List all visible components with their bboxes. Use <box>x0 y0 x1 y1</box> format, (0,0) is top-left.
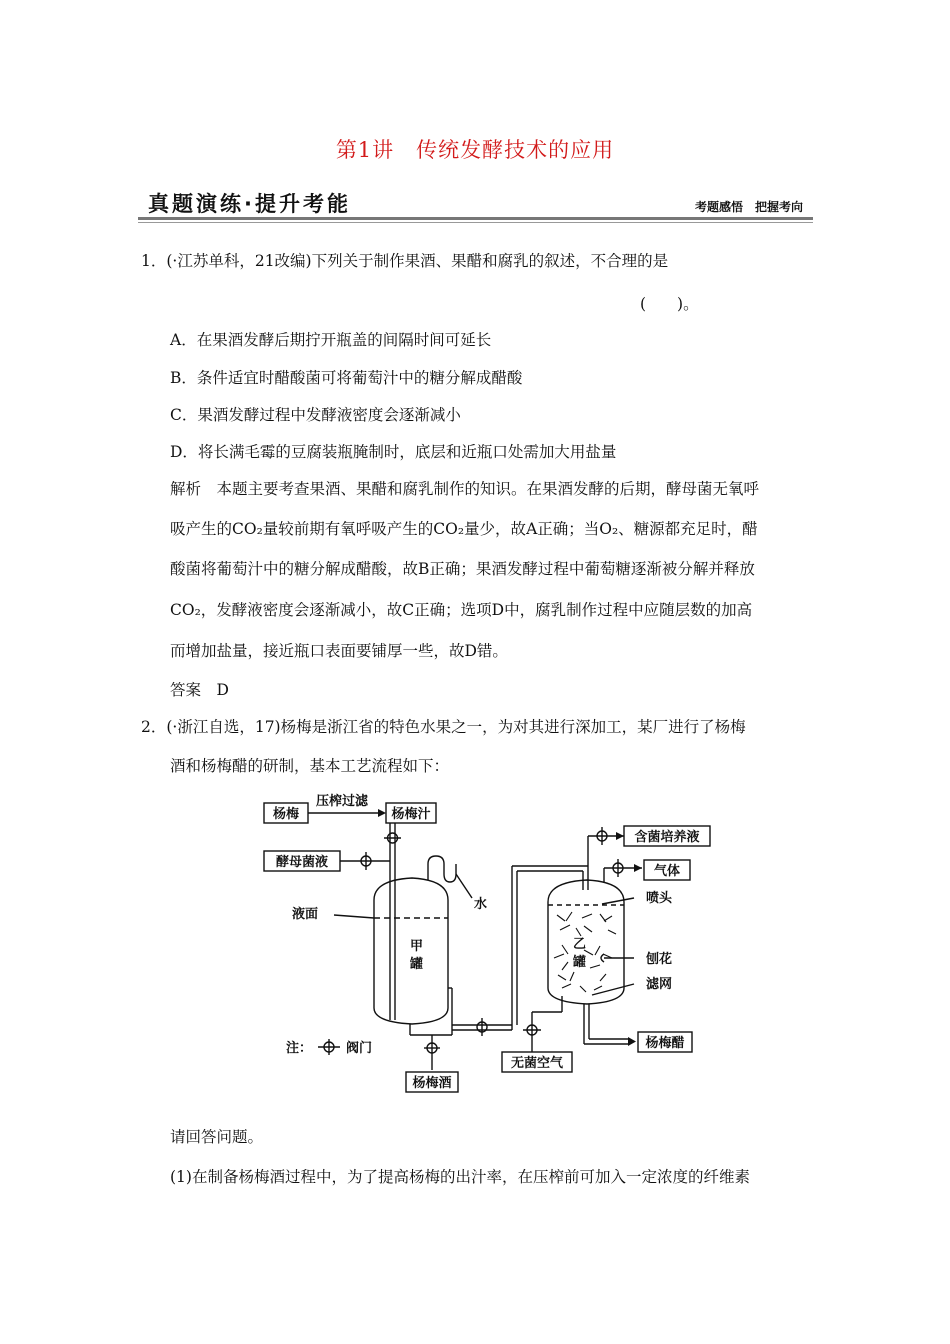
culture-label: 含菌培养液 <box>634 830 700 845</box>
question-1-blank: ( )。 <box>640 295 699 313</box>
note-prefix: 注： <box>286 1041 313 1056</box>
wine-label: 杨梅酒 <box>412 1076 452 1091</box>
banner-subheading: 考题感悟 把握考向 <box>694 200 803 214</box>
banner-rule <box>138 217 813 220</box>
arrow-head <box>616 832 624 840</box>
section-banner <box>138 188 813 220</box>
shavings-label: 刨花 <box>646 952 673 967</box>
question-2-prompt: 请回答问题。 <box>170 1128 264 1146</box>
water-label: 水 <box>474 897 488 912</box>
tank-a-label-2: 罐 <box>410 957 424 972</box>
liquid-surface-label: 液面 <box>292 907 319 922</box>
yeast-label: 酵母菌液 <box>275 855 329 870</box>
analysis-line: 而增加盐量，接近瓶口表面要铺厚一些，故D错。 <box>170 642 508 660</box>
press-filter-label: 压榨过滤 <box>315 794 369 809</box>
question-1-stem: 1．(·江苏单科，21改编)下列关于制作果酒、果醋和腐乳的叙述，不合理的是 <box>141 252 669 270</box>
note-valve-label: 阀门 <box>346 1041 373 1056</box>
tank-a-label-1: 甲 <box>410 939 424 954</box>
option-c: C．果酒发酵过程中发酵液密度会逐渐减小 <box>170 406 461 424</box>
nozzle-label: 喷头 <box>646 891 673 906</box>
question-2-sub1: (1)在制备杨梅酒过程中，为了提高杨梅的出汁率，在压榨前可加入一定浓度的纤维素 <box>170 1168 750 1186</box>
leader-line <box>602 898 634 904</box>
analysis-line: CO₂，发酵液密度会逐渐减小，故C正确；选项D中，腐乳制作过程中应随层数的加高 <box>170 601 753 619</box>
arrow-head <box>628 1037 636 1046</box>
vinegar-label: 杨梅醋 <box>645 1036 685 1051</box>
analysis-line: 吸产生的CO₂量较前期有氧呼吸产生的CO₂量少，故A正确；当O₂、糖源都充足时，醋 <box>170 520 758 538</box>
answer-line: 答案 D <box>170 681 229 699</box>
leader-line <box>456 874 472 898</box>
sterile-air-label: 无菌空气 <box>510 1056 564 1071</box>
option-a: A．在果酒发酵后期拧开瓶盖的间隔时间可延长 <box>170 331 492 349</box>
yangmei-label: 杨梅 <box>272 807 300 822</box>
banner-heading: 真题演练·提升考能 <box>148 192 351 216</box>
water-trap <box>428 856 456 882</box>
shaving-marker <box>601 954 604 962</box>
question-2-stem: 酒和杨梅醋的研制，基本工艺流程如下： <box>170 757 450 775</box>
arrow-head <box>634 864 642 872</box>
analysis-line: 解析 本题主要考查果酒、果醋和腐乳制作的知识。在果酒发酵的后期，酵母菌无氧呼 <box>170 480 760 498</box>
leader-line <box>334 915 374 918</box>
tank-b-label-2: 罐 <box>573 955 587 970</box>
wood-shavings <box>554 912 616 992</box>
leader-line <box>592 984 634 995</box>
arrow-head <box>378 809 386 817</box>
page-title: 第1讲 传统发酵技术的应用 <box>335 138 615 162</box>
tank-b-label-1: 乙 <box>573 937 587 952</box>
filter-net-label: 滤网 <box>646 977 673 992</box>
analysis-line: 酸菌将葡萄汁中的糖分解成醋酸，故B正确；果酒发酵过程中葡萄糖逐渐被分解并释放 <box>170 560 755 578</box>
question-2-stem: 2．(·浙江自选，17)杨梅是浙江省的特色水果之一，为对其进行深加工，某厂进行了杨梅 <box>141 718 746 736</box>
gas-label: 气体 <box>653 864 681 879</box>
option-b: B．条件适宜时醋酸菌可将葡萄汁中的糖分解成醋酸 <box>170 369 523 387</box>
process-diagram <box>262 790 722 1100</box>
banner-rule-thin <box>138 222 813 223</box>
juice-label: 杨梅汁 <box>391 807 431 822</box>
option-d: D．将长满毛霉的豆腐装瓶腌制时，底层和近瓶口处需加大用盐量 <box>170 443 617 461</box>
